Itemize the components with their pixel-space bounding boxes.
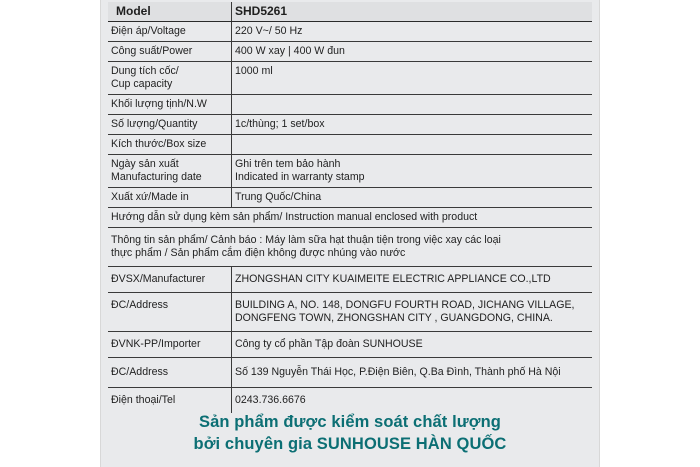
row-value [232, 155, 593, 188]
table-row [108, 115, 592, 135]
address-line: BUILDING A, NO. 148, DONGFU FOURTH ROAD, JICHANG VILLAGE, [235, 299, 575, 311]
row-key: Công suất/Power [108, 42, 232, 62]
row-value: 1000 ml [232, 62, 593, 95]
row-value [232, 95, 593, 115]
row-key [108, 155, 232, 188]
row-value: 1c/thùng; 1 set/box [232, 115, 593, 135]
table-row [108, 22, 592, 42]
manufacturer-key: ĐVSX/Manufacturer [108, 267, 232, 293]
slogan-line: Sản phẩm được kiểm soát chất lượng [199, 413, 501, 431]
row-key: Khối lượng tịnh/N.W [108, 95, 232, 115]
row-value-line: Ghi trên tem bảo hành [235, 158, 341, 170]
warning-text [108, 228, 592, 267]
quality-slogan [100, 411, 600, 463]
row-key-line: Cup capacity [111, 78, 173, 90]
manufacturer-address-value [232, 293, 593, 332]
table-row [108, 42, 592, 62]
warning-row [108, 228, 592, 267]
table-row [108, 293, 592, 332]
row-value-line: Indicated in warranty stamp [235, 171, 365, 183]
table-row [108, 188, 592, 208]
table-row [108, 95, 592, 115]
importer-address-key: ĐC/Address [108, 358, 232, 388]
table-row [108, 155, 592, 188]
instruction-text: Hướng dẫn sử dụng kèm sản phẩm/ Instruction manual enclosed with product [108, 208, 592, 228]
importer-address-value: Số 139 Nguyễn Thái Học, P.Điện Biên, Q.Ba Đình, Thành phố Hà Nội [232, 358, 593, 388]
row-value: 400 W xay | 400 W đun [232, 42, 593, 62]
table-row [108, 267, 592, 293]
row-key [108, 62, 232, 95]
row-value [232, 135, 593, 155]
warning-line: Thông tin sản phẩm/ Cảnh báo : Máy làm sữa hạt thuận tiện trong việc xay các loại [111, 234, 501, 246]
row-value: 220 V~/ 50 Hz [232, 22, 593, 42]
row-key-line: Dung tích cốc/ [111, 65, 179, 77]
table-row [108, 62, 592, 95]
warning-line: thực phẩm / Sản phẩm cắm điện không được nhúng vào nước [111, 247, 406, 259]
row-key-line: Ngày sản xuất [111, 158, 179, 170]
row-value: Trung Quốc/China [232, 188, 593, 208]
row-key: Xuất xứ/Made in [108, 188, 232, 208]
row-key: Điện áp/Voltage [108, 22, 232, 42]
table-header-row [108, 2, 592, 22]
importer-value: Công ty cổ phần Tập đoàn SUNHOUSE [232, 332, 593, 358]
table-row [108, 358, 592, 388]
phone-key: Điện thoại/Tel [108, 388, 232, 414]
phone-value: 0243.736.6676 [235, 394, 306, 406]
slogan-line: bởi chuyên gia SUNHOUSE HÀN QUỐC [193, 435, 507, 453]
instruction-row [108, 208, 592, 228]
manufacturer-value: ZHONGSHAN CITY KUAIMEITE ELECTRIC APPLIANCE CO.,LTD [232, 267, 593, 293]
importer-key: ĐVNK-PP/Importer [108, 332, 232, 358]
row-key-line: Manufacturing date [111, 171, 202, 183]
address-line: DONGFENG TOWN, ZHONGSHAN CITY , GUANGDONG, CHINA. [235, 312, 553, 324]
spec-table [108, 2, 592, 413]
row-key: Số lượng/Quantity [108, 115, 232, 135]
manufacturer-address-key: ĐC/Address [108, 293, 232, 332]
table-row [108, 332, 592, 358]
table-row [108, 135, 592, 155]
header-model-value: SHD5261 [232, 2, 593, 22]
row-key: Kích thước/Box size [108, 135, 232, 155]
table-row [108, 388, 592, 414]
header-key: Model [108, 2, 232, 22]
